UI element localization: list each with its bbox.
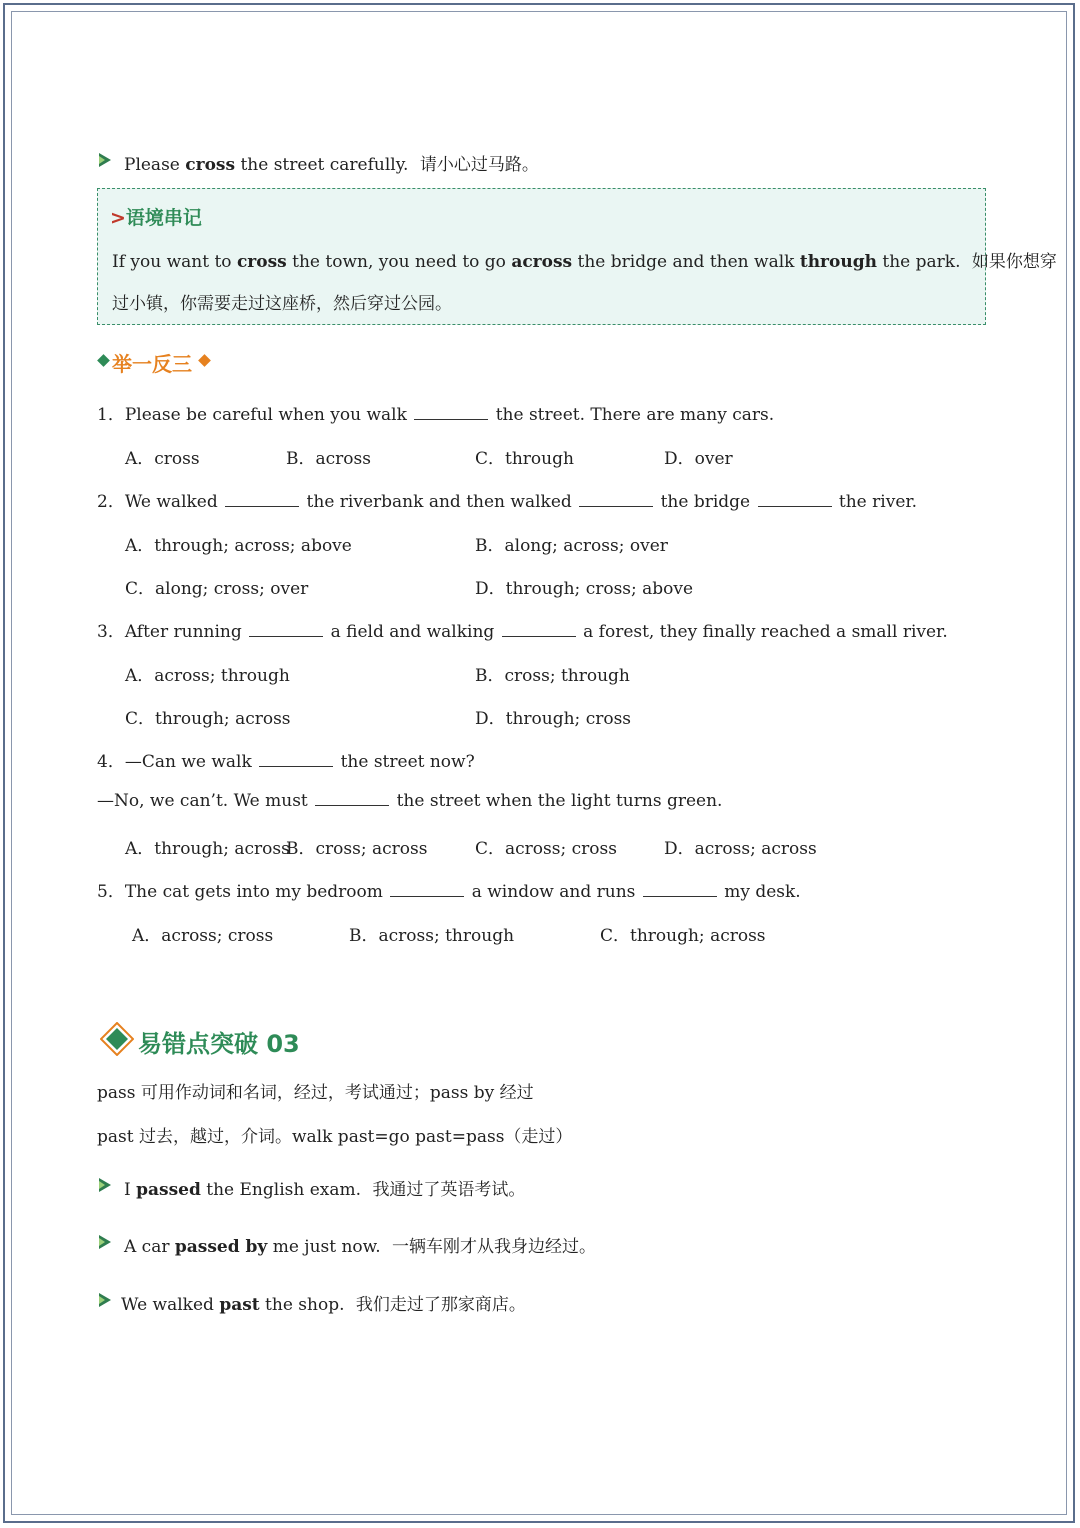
- opt-value: along; across; over: [504, 536, 668, 556]
- context-box-title: [110, 203, 202, 230]
- q3-text-3: a forest, they finally reached a small river.: [577, 622, 948, 642]
- q5-option-c[interactable]: [600, 921, 766, 946]
- opt-key: A．: [132, 926, 162, 946]
- opt-key: A．: [125, 666, 155, 686]
- q2-option-a[interactable]: [125, 531, 352, 556]
- bullet-triangle-icon: [99, 1293, 111, 1307]
- q1-blank-1[interactable]: [414, 405, 488, 420]
- opt-value: across: [315, 449, 371, 469]
- q3-text-1: After running: [124, 622, 248, 642]
- intro-translation: 请小心过马路。: [419, 155, 539, 175]
- opt-key: B．: [475, 666, 505, 686]
- ctx-g: the park.: [876, 252, 961, 272]
- chevron-right-icon: >: [110, 207, 126, 229]
- q3-blank-1[interactable]: [249, 622, 323, 637]
- opt-value: through: [505, 449, 574, 469]
- context-title-text: 语境串记: [125, 207, 202, 229]
- opt-value: through; across: [155, 709, 291, 729]
- ex2-pre: A car: [124, 1237, 175, 1257]
- bullet-triangle-icon: [99, 1235, 111, 1249]
- q4-option-c[interactable]: [475, 834, 617, 859]
- opt-value: along; cross; over: [155, 579, 309, 599]
- q4-text-1: —Can we walk: [124, 752, 258, 772]
- opt-value: across; cross: [161, 926, 274, 946]
- opt-key: D．: [664, 839, 695, 859]
- ex2-keyword: passed by: [174, 1237, 268, 1257]
- question-5: [97, 877, 801, 902]
- opt-value: through; across: [630, 926, 766, 946]
- q3-blank-2[interactable]: [502, 622, 576, 637]
- q3-num: 3．: [97, 622, 125, 642]
- opt-value: through; cross; above: [505, 579, 694, 599]
- opt-key: D．: [475, 709, 506, 729]
- opt-key: C．: [600, 926, 631, 946]
- practice-title: 举一反三: [112, 352, 192, 376]
- opt-value: across; through: [154, 666, 290, 686]
- ex1-keyword: passed: [136, 1180, 201, 1200]
- ex1-post: the English exam.: [200, 1180, 362, 1200]
- q2-blank-2[interactable]: [579, 492, 653, 507]
- q4-blank-2[interactable]: [315, 791, 389, 806]
- q4-option-d[interactable]: [664, 834, 817, 859]
- section-diamond-icon: [100, 1022, 134, 1056]
- q3-option-c[interactable]: [125, 704, 291, 729]
- question-1: [97, 400, 774, 425]
- q3-text-2: a field and walking: [325, 622, 500, 642]
- q4-num: 4．: [97, 752, 125, 772]
- question-4: [97, 747, 475, 772]
- opt-value: cross; across: [315, 839, 428, 859]
- section-desc-1: pass 可用作动词和名词，经过，考试通过；pass by 经过: [97, 1083, 534, 1103]
- example-3: [121, 1290, 526, 1315]
- q3-option-a[interactable]: [125, 661, 290, 686]
- q1-option-c[interactable]: [475, 444, 574, 469]
- intro-text-post: the street carefully.: [235, 155, 409, 175]
- opt-key: C．: [125, 709, 156, 729]
- q2-text-1: We walked: [124, 492, 224, 512]
- opt-value: across; through: [378, 926, 515, 946]
- ex2-post: me just now.: [267, 1237, 381, 1257]
- q1-text-2: the street. There are many cars.: [490, 405, 775, 425]
- q3-option-d[interactable]: [475, 704, 631, 729]
- ctx-b: cross: [236, 252, 287, 272]
- context-line-2: 过小镇，你需要走过这座桥，然后穿过公园。: [112, 294, 452, 314]
- q4-reply-2: the street when the light turns green.: [391, 791, 723, 811]
- opt-value: over: [694, 449, 733, 469]
- q3-option-b[interactable]: [475, 661, 630, 686]
- opt-key: A．: [125, 449, 155, 469]
- opt-key: B．: [286, 449, 316, 469]
- example-2: [124, 1232, 596, 1257]
- q5-blank-2[interactable]: [643, 882, 717, 897]
- q4-reply-1: —No, we can’t. We must: [97, 791, 314, 811]
- ex3-keyword: past: [219, 1295, 260, 1315]
- q2-option-c[interactable]: [125, 574, 308, 599]
- question-3: [97, 617, 948, 642]
- ctx-a: If you want to: [112, 252, 237, 272]
- opt-key: C．: [475, 839, 506, 859]
- section-desc-2: past 过去，越过，介词。walk past=go past=pass（走过）: [97, 1127, 573, 1147]
- q4-text-2: the street now?: [335, 752, 475, 772]
- q2-blank-3[interactable]: [758, 492, 832, 507]
- q4-option-a[interactable]: [125, 834, 290, 859]
- ex3-post: the shop.: [259, 1295, 345, 1315]
- q1-text-1: Please be careful when you walk: [124, 405, 413, 425]
- opt-key: A．: [125, 839, 155, 859]
- section-title: 易错点突破 03: [138, 1030, 300, 1058]
- opt-value: cross; through: [504, 666, 630, 686]
- q2-blank-1[interactable]: [225, 492, 299, 507]
- opt-key: C．: [125, 579, 156, 599]
- q4-blank-1[interactable]: [259, 752, 333, 767]
- opt-value: through; across: [154, 839, 290, 859]
- q5-option-b[interactable]: [349, 921, 514, 946]
- context-line-1: [112, 247, 1057, 272]
- opt-key: D．: [475, 579, 506, 599]
- q1-option-d[interactable]: [664, 444, 733, 469]
- bullet-triangle-icon: [99, 153, 111, 167]
- intro-sentence: [124, 150, 539, 175]
- ex1-translation: 我通过了英语考试。: [372, 1180, 526, 1200]
- q5-blank-1[interactable]: [390, 882, 464, 897]
- intro-text-pre: Please: [124, 155, 186, 175]
- ctx-e: the bridge and then walk: [572, 252, 800, 272]
- q5-num: 5．: [97, 882, 125, 902]
- ex2-translation: 一辆车刚才从我身边经过。: [392, 1237, 597, 1257]
- q2-text-2: the riverbank and then walked: [301, 492, 578, 512]
- q5-text-2: a window and runs: [466, 882, 641, 902]
- q1-option-a[interactable]: [125, 444, 200, 469]
- ctx-d: across: [511, 252, 573, 272]
- ex3-translation: 我们走过了那家商店。: [355, 1295, 526, 1315]
- opt-value: across; cross: [505, 839, 617, 859]
- opt-value: across; across: [694, 839, 817, 859]
- q2-option-d[interactable]: [475, 574, 693, 599]
- q1-num: 1．: [97, 405, 125, 425]
- ex1-pre: I: [124, 1180, 137, 1200]
- example-1: [124, 1175, 525, 1200]
- intro-keyword: cross: [185, 155, 236, 175]
- q2-option-b[interactable]: [475, 531, 668, 556]
- opt-key: D．: [664, 449, 695, 469]
- ctx-zh-1: 如果你想穿: [971, 252, 1057, 272]
- opt-value: through; cross: [505, 709, 632, 729]
- q2-num: 2．: [97, 492, 125, 512]
- opt-key: B．: [286, 839, 316, 859]
- context-box: [97, 188, 1057, 325]
- opt-key: A．: [125, 536, 155, 556]
- opt-key: B．: [475, 536, 505, 556]
- opt-key: B．: [349, 926, 379, 946]
- q2-text-3: the bridge: [655, 492, 756, 512]
- q5-text-1: The cat gets into my bedroom: [124, 882, 389, 902]
- bullet-triangle-icon: [99, 1178, 111, 1192]
- ex3-pre: We walked: [121, 1295, 220, 1315]
- q5-option-a[interactable]: [132, 921, 273, 946]
- q5-text-3: my desk.: [718, 882, 801, 902]
- opt-value: cross: [154, 449, 200, 469]
- opt-key: C．: [475, 449, 506, 469]
- q2-text-4: the river.: [833, 492, 918, 512]
- ctx-c: the town, you need to go: [286, 252, 512, 272]
- question-2: [97, 487, 917, 512]
- opt-value: through; across; above: [154, 536, 352, 556]
- question-4-reply: [97, 791, 722, 811]
- ctx-f: through: [799, 252, 877, 272]
- q1-option-b[interactable]: [286, 444, 371, 469]
- q4-option-b[interactable]: [286, 834, 427, 859]
